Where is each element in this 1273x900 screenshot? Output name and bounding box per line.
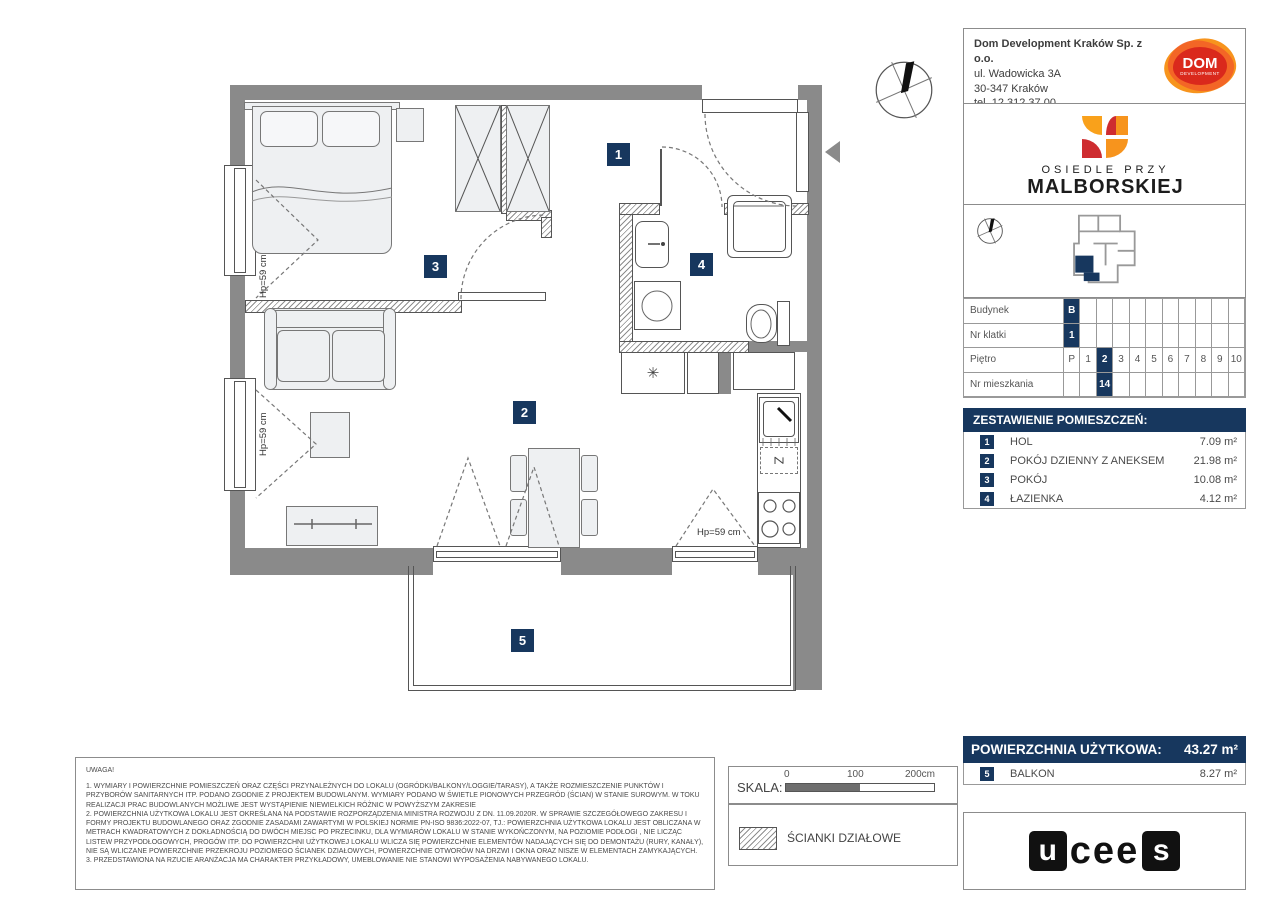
notes-box [75, 757, 715, 890]
estate-logo-mosaic [1082, 116, 1128, 158]
room-area: 8.27 m² [1199, 767, 1237, 780]
mieszkanie-value: 14 [1097, 373, 1113, 398]
room-area: 7.09 m² [1199, 435, 1237, 448]
room-no-badge: 2 [980, 454, 994, 468]
notes-title: UWAGA! [86, 767, 115, 774]
notes-paragraph-1: 1. WYMIARY I POWIERZCHNIE POMIESZCZEŃ ORAZ CZĘŚCI PRZYNALEŻNYCH DO LOKALU (OGRÓDKI/BALKONY/LOGGIE/TARASY), A TAKŻE ROZMIESZCZENIE PUNKTÓW I PRZYBORÓW SANITARNYCH ITP. PODANO ZGODNIE Z PROJEKTEM BUDOWLANYM. WYMIARY PODANO W ŚWIETLE PIONOWYCH PRZEGRÓD (ŚCIAN) W STANIE SUROWYM. W TOKU REALIZACJI PRAC BUDOWLANYCH MOŻLIWE JEST WYSTĄPIENIE NIEWIELKICH RÓŻNIC W POWYŻSZYM ZAKRESIE [86, 783, 700, 809]
floor-option: 6 [1163, 348, 1179, 373]
floor-option: 9 [1212, 348, 1228, 373]
floor-option: 1 [1080, 348, 1096, 373]
ucees-s: s [1142, 831, 1180, 871]
dishwasher-symbol: Z [771, 456, 787, 465]
legend-box [728, 804, 958, 866]
mieszkanie-label: Nr mieszkania [964, 373, 1064, 398]
room-name: POKÓJ [1010, 473, 1048, 486]
scale-box [728, 766, 958, 804]
budynek-value: B [1064, 299, 1080, 324]
hp-label-window-lower: Hp=59 cm [258, 412, 269, 456]
door-arcs [256, 114, 797, 546]
scale-bar-filled [786, 784, 860, 791]
fridge-snowflake-icon: ✳ [646, 365, 660, 382]
klatka-label: Nr klatki [964, 324, 1064, 349]
room-area: 4.12 m² [1199, 492, 1237, 505]
room-no-badge: 4 [980, 492, 994, 506]
estate-logo-line2: MALBORSKIEJ [1027, 176, 1184, 198]
floor-option: 4 [1130, 348, 1146, 373]
scale-tick-0: 0 [784, 769, 790, 780]
floor-option-selected: 2 [1097, 348, 1113, 373]
ucees-cee: cee [1069, 830, 1140, 872]
balcony-row [963, 763, 1246, 785]
compass-icon [868, 54, 940, 126]
scale-label: SKALA: [737, 780, 783, 795]
room-name: HOL [1010, 435, 1033, 448]
room-row-lazienka [963, 489, 1246, 509]
keyplan-minimap [1060, 212, 1156, 292]
company-name: Dom Development Kraków Sp. z o.o. [974, 38, 1143, 65]
stove-burners [762, 500, 795, 537]
dom-logo-text: DOM [1182, 55, 1218, 72]
room-name: BALKON [1010, 767, 1055, 780]
room-row-hol [963, 432, 1246, 452]
room-no-badge: 1 [980, 435, 994, 449]
room-area: 10.08 m² [1193, 473, 1237, 486]
estate-logo-line1: OSIEDLE PRZY [1041, 164, 1170, 176]
total-area-value: 43.27 m² [1183, 742, 1238, 757]
keyplan-box [963, 204, 1246, 298]
room-label-bedroom: 3 [424, 255, 447, 278]
company-address1: ul. Wadowicka 3A [974, 67, 1062, 80]
estate-logo-box [963, 103, 1246, 205]
notes-paragraph-2: 2. POWIERZCHNIA UŻYTKOWA LOKALU JEST OKREŚLANA NA PODSTAWIE ROZPORZĄDZENIA MINISTRA ROZWOJU Z DN. 11.09.2020R. W SPRAWIE SZCZEGÓŁOWEGO ZAKRESU I FORMY PROJEKTU BUDOWLANEGO ORAZ ZGODNIE ZASADAMI ZAWARTYMI W POLSKIEJ NORMIE PN-ISO 9836:2022-07, TJ.: POWIERZCHNIA UŻYTKOWA LOKALU JEST OBLICZANA W METRACH KWADRATOWYCH Z DOKŁADNOŚCIĄ DO DWÓCH MIEJSC PO PRZECINKU, DLA WYMIARÓW LOKALU W STANIE WYKOŃCZONYM, NA POZIOMIE PODŁOGI , NIE LICZĄC LISTEW PRZYPODŁOGOWYCH, PROGÓW ITP. DO POWIERZCHNI UŻYTKOWEJ LOKALU WLICZA SIĘ POWIERZCHNIE ELEMENTÓW NADAJĄCYCH SIĘ DO DEMONTAŻU (RURY, KANAŁY), NIE SĄ WLICZANE POWIERZCHNIE PRZEKROJU POZIOMEGO ŚCIANEK DZIAŁOWYCH, POWIERZCHNIE OTWORÓW NA DRZWI I OKNA ORAZ NISZE W ELEMENTACH ZAMYKAJĄCYCH. [86, 810, 704, 855]
hp-label-window-upper: Hp=59 cm [258, 254, 269, 298]
notes-paragraph-3: 3. PRZEDSTAWIONA NA RZUCIE ARANŻACJA MA CHARAKTER PRZYKŁADOWY, UMEBLOWANIE NIE STANOWI WYPOSAŻENIA NABYWANEGO LOKALU. [86, 857, 589, 865]
klatka-value: 1 [1064, 324, 1080, 349]
company-address2: 30-347 Kraków [974, 82, 1048, 95]
room-label-bathroom: 4 [690, 253, 713, 276]
ucees-logo [1029, 831, 1180, 871]
floor-option: 5 [1146, 348, 1162, 373]
room-area: 21.98 m² [1193, 454, 1237, 467]
total-area-label: POWIERZCHNIA UŻYTKOWA: [971, 742, 1162, 757]
scale-tick-100: 100 [847, 769, 864, 780]
dom-logo-subtext: DEVELOPMENT [1180, 71, 1220, 76]
floor-option: 10 [1229, 348, 1245, 373]
ucees-u: u [1029, 831, 1067, 871]
floor-option: P [1064, 348, 1080, 373]
room-row-pokoj-dzienny [963, 451, 1246, 471]
keyplan-compass-icon [974, 215, 1006, 247]
dom-development-logo [1162, 37, 1238, 95]
room-label-hol: 1 [607, 143, 630, 166]
building-table [963, 298, 1246, 398]
scale-tick-200: 200cm [905, 769, 936, 780]
rooms-header [963, 408, 1246, 432]
scale-bar [785, 783, 935, 792]
budynek-label: Budynek [964, 299, 1064, 324]
rooms-header-text: ZESTAWIENIE POMIESZCZEŃ: [973, 413, 1148, 427]
room-no-badge: 5 [980, 767, 994, 781]
pietro-label: Piętro [964, 348, 1064, 373]
floor-option: 7 [1179, 348, 1195, 373]
room-row-pokoj [963, 470, 1246, 490]
total-area-bar [963, 736, 1246, 763]
floor-option: 8 [1196, 348, 1212, 373]
legend-label: ŚCIANKI DZIAŁOWE [787, 831, 902, 845]
hp-label-window-kitchen: Hp=59 cm [697, 527, 741, 538]
floor-option: 3 [1113, 348, 1129, 373]
room-name: ŁAZIENKA [1010, 492, 1064, 505]
room-name: POKÓJ DZIENNY Z ANEKSEM [1010, 454, 1165, 467]
wardrobe-x-lines [456, 106, 549, 211]
partition-wall-swatch [739, 827, 777, 850]
room-label-living: 2 [513, 401, 536, 424]
company-info-box [963, 28, 1246, 104]
room-label-balcony: 5 [511, 629, 534, 652]
ucees-logo-box [963, 812, 1246, 890]
room-no-badge: 3 [980, 473, 994, 487]
